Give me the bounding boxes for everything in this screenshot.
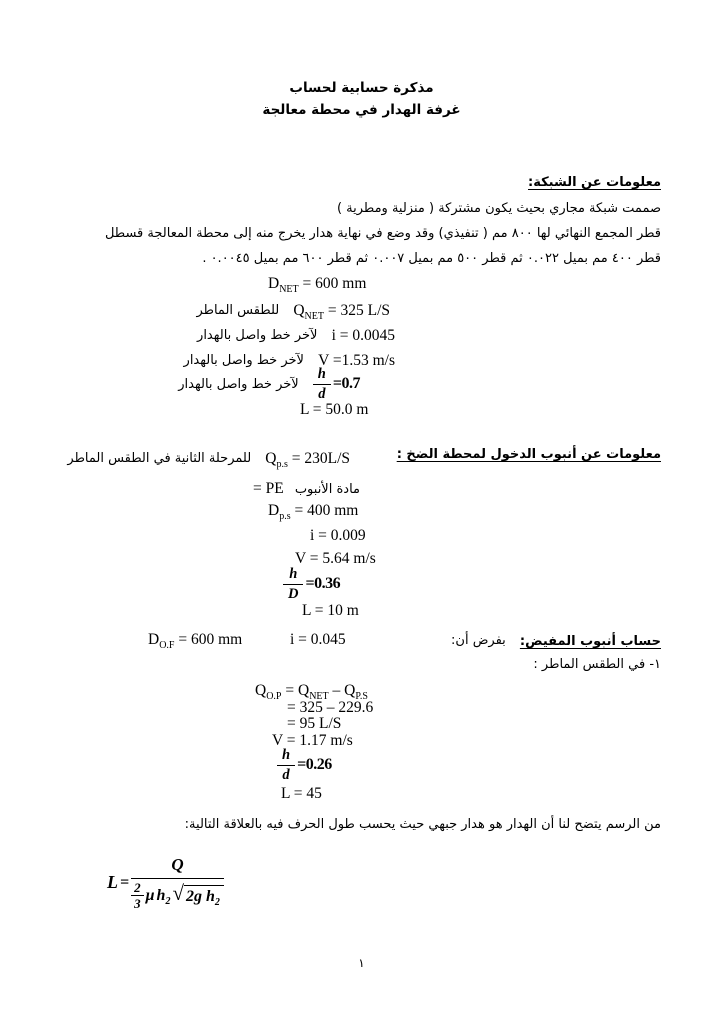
eq-velocity-of: V = 1.17 m/s bbox=[272, 732, 353, 749]
eq-velocity: V =1.53 m/s bbox=[318, 351, 395, 369]
eq-velocity-note: لآخر خط واصل بالهدار bbox=[183, 353, 304, 368]
eq-d-of-subscript: O.F bbox=[159, 640, 175, 652]
radicand-text: 2g h bbox=[185, 888, 215, 905]
hd-ratio-ps-value: =0.36 bbox=[305, 575, 341, 592]
formula-fraction bbox=[131, 855, 224, 910]
fraction-denominator: 3 bbox=[134, 896, 141, 911]
radical-sign-icon: √ bbox=[172, 881, 184, 905]
eq-d-ps-symbol: D bbox=[268, 502, 280, 519]
fraction-numerator: h bbox=[313, 366, 331, 385]
weir-length-formula bbox=[107, 855, 224, 910]
eq-q-net bbox=[293, 302, 390, 320]
eq-q-net-subscript: NET bbox=[309, 691, 329, 703]
radicand bbox=[184, 885, 224, 909]
eq-d-of bbox=[148, 631, 243, 652]
fraction-denominator: d bbox=[282, 766, 290, 783]
closing-sentence: من الرسم يتضح لنا أن الهدار هو هدار جبهي حيث يحسب طول الحرف فيه بالعلاقة التالية: bbox=[184, 817, 661, 832]
section-network-heading: معلومات عن الشبكة: bbox=[528, 175, 661, 190]
eq-hd-ratio-ps bbox=[283, 566, 340, 602]
eq-length-ps: L = 10 m bbox=[302, 602, 359, 619]
hd-ratio-value: =0.7 bbox=[332, 375, 360, 392]
doc-title-line2: غرفة الهدار في محطة معالجة bbox=[262, 102, 461, 118]
eq-q-net-line bbox=[196, 300, 390, 320]
head-subscript: 2 bbox=[165, 895, 171, 907]
eq-d-ps-value: = 400 mm bbox=[290, 502, 359, 519]
eq-q-ps-subscript: p.s bbox=[276, 458, 288, 470]
hd-ratio-of-value: =0.26 bbox=[297, 756, 332, 773]
section-overflow-heading: حساب أنبوب المفيض: bbox=[519, 634, 661, 649]
two-thirds-fraction bbox=[131, 881, 144, 910]
eq-d-net bbox=[268, 275, 367, 296]
eq-q-ps-line bbox=[67, 448, 350, 468]
eq-d-ps-subscript: p.s bbox=[279, 511, 291, 523]
eq-q-ps-value: = 230L/S bbox=[287, 449, 350, 467]
eq-d-net-subscript: NET bbox=[279, 284, 299, 296]
eq-q-ps-symbol: Q bbox=[265, 449, 277, 467]
eq-slope-ps: i = 0.009 bbox=[310, 527, 366, 544]
eq-slope: i = 0.0045 bbox=[331, 326, 395, 344]
eq-q-ps-symbol: Q bbox=[344, 682, 356, 699]
equals-sign: = bbox=[281, 682, 298, 699]
pipe-material-label: مادة الأنبوب bbox=[294, 482, 360, 497]
eq-q-op-step2: = 325 – 229.6 bbox=[287, 699, 374, 716]
fraction-denominator: d bbox=[318, 385, 326, 402]
eq-q-ps-subscript: P.S bbox=[355, 691, 368, 703]
eq-hd-ratio-of bbox=[277, 747, 332, 783]
pipe-material-line bbox=[253, 478, 360, 498]
eq-d-net-value: = 600 mm bbox=[298, 275, 367, 292]
eq-d-of-value: = 600 mm bbox=[174, 631, 243, 648]
case-rainy-weather: ١- في الطقس الماطر : bbox=[533, 657, 661, 672]
section-pump-inlet-heading: معلومات عن أنبوب الدخول لمحطة الضخ : bbox=[396, 447, 661, 462]
eq-slope-line bbox=[197, 325, 395, 345]
eq-hd-ratio bbox=[313, 366, 360, 402]
pipe-material-value: = PE bbox=[253, 479, 284, 497]
eq-q-op bbox=[255, 682, 368, 703]
eq-d-ps bbox=[268, 502, 359, 523]
fraction-numerator: 2 bbox=[131, 881, 144, 896]
formula-numerator: Q bbox=[131, 855, 224, 879]
head-symbol: h bbox=[156, 886, 166, 904]
eq-length-of: L = 45 bbox=[281, 785, 322, 802]
network-paragraph-3: قطر ٤٠٠ مم بميل ٠.٠٢٢ ثم قطر ٥٠٠ مم بميل ٠.٠٠٧ ثم قطر ٦٠٠ مم بميل ٠.٠٠٤٥ . bbox=[202, 251, 661, 266]
eq-length-net: L = 50.0 m bbox=[300, 401, 369, 418]
head-variable bbox=[157, 887, 171, 905]
formula-denominator bbox=[131, 879, 224, 910]
fraction-numerator: h bbox=[283, 566, 303, 585]
eq-slope-note: لآخر خط واصل بالهدار bbox=[197, 328, 318, 343]
eq-d-net-symbol: D bbox=[268, 275, 280, 292]
eq-q-op-result: = 95 L/S bbox=[287, 715, 342, 732]
minus-sign: – bbox=[328, 682, 345, 699]
square-root bbox=[172, 881, 223, 909]
fraction-numerator: h bbox=[277, 747, 295, 766]
eq-d-of-symbol: D bbox=[148, 631, 160, 648]
eq-hd-ratio-note: لآخر خط واصل بالهدار bbox=[178, 376, 299, 392]
overflow-assumption: بفرض أن: bbox=[451, 633, 506, 648]
section-overflow-heading-line bbox=[451, 630, 661, 649]
eq-q-op-symbol: Q bbox=[255, 682, 267, 699]
eq-slope-of: i = 0.045 bbox=[290, 631, 346, 648]
eq-q-net-subscript: NET bbox=[304, 310, 324, 322]
hd-fraction-ps bbox=[283, 566, 303, 602]
hd-fraction bbox=[313, 366, 331, 402]
doc-title-line1: مذكرة حسابية لحساب bbox=[289, 80, 434, 96]
eq-q-net-value: = 325 L/S bbox=[323, 301, 390, 319]
eq-hd-ratio-line bbox=[178, 366, 360, 402]
formula-equals: = bbox=[120, 873, 130, 891]
eq-q-net-symbol: Q bbox=[293, 301, 305, 319]
eq-velocity-ps: V = 5.64 m/s bbox=[295, 550, 376, 567]
network-paragraph-2: قطر المجمع النهائي لها ٨٠٠ مم ( تنفيذي) وقد وضع في نهاية هدار يخرج منه إلى محطة المعالجة قسطل bbox=[104, 226, 661, 241]
eq-q-ps bbox=[265, 450, 350, 468]
hd-fraction-of bbox=[277, 747, 295, 783]
eq-q-net-symbol: Q bbox=[298, 682, 310, 699]
page-number: ١ bbox=[358, 956, 365, 970]
eq-q-net-note: للطقس الماطر bbox=[196, 303, 280, 318]
network-paragraph-1: صممت شبكة مجاري بحيث يكون مشتركة ( منزلية ومطرية ) bbox=[336, 201, 661, 216]
eq-q-ps-note: للمرحلة الثانية في الطقس الماطر bbox=[67, 451, 252, 466]
eq-q-op-subscript: O.P bbox=[266, 691, 282, 703]
formula-lhs: L bbox=[107, 872, 118, 892]
fraction-denominator: D bbox=[288, 585, 299, 602]
radicand-subscript: 2 bbox=[214, 897, 220, 909]
mu-coefficient: μ bbox=[145, 886, 155, 904]
